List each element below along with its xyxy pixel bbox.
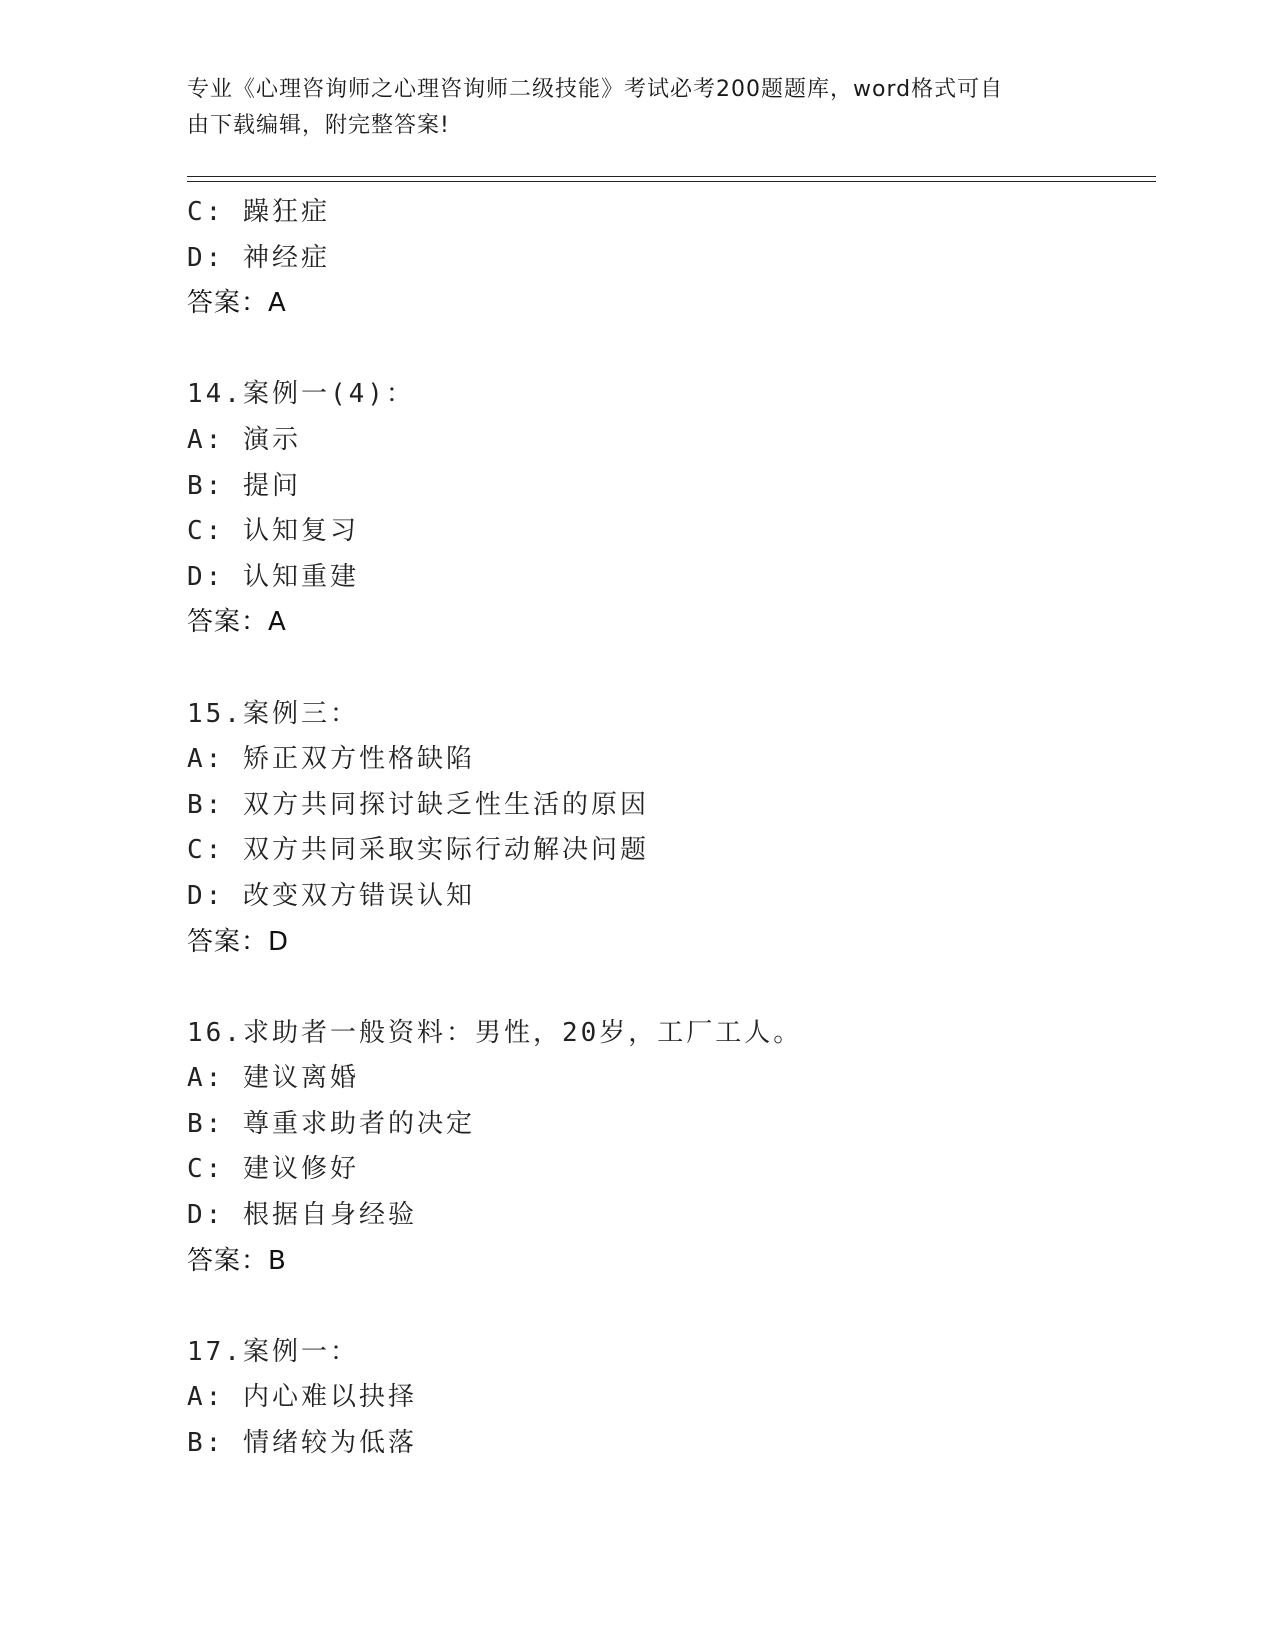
option-c: C: 认知复习 bbox=[187, 516, 359, 547]
spacer bbox=[187, 1284, 1147, 1330]
document-header bbox=[187, 72, 1067, 144]
header-line-2: 由下载编辑，附完整答案! bbox=[187, 113, 450, 138]
header-line-1: 专业《心理咨询师之心理咨询师二级技能》考试必考200题题库，word格式可自 bbox=[187, 77, 1004, 102]
spacer bbox=[187, 965, 1147, 1011]
option-d: D: 认知重建 bbox=[187, 561, 359, 592]
answer-line: 答案：A bbox=[187, 607, 287, 638]
option-d: D: 根据自身经验 bbox=[187, 1200, 417, 1231]
header-rule-bottom bbox=[187, 181, 1156, 182]
option-c: C: 躁狂症 bbox=[187, 197, 330, 227]
question-stem: 15.案例三： bbox=[187, 698, 359, 729]
answer-line: 答案：B bbox=[187, 1245, 287, 1276]
option-a: A: 建议离婚 bbox=[187, 1063, 359, 1094]
spacer bbox=[187, 327, 1147, 373]
option-d: D: 神经症 bbox=[187, 242, 330, 273]
option-b: B: 提问 bbox=[187, 470, 301, 501]
option-b: B: 尊重求助者的决定 bbox=[187, 1108, 475, 1139]
spacer bbox=[187, 646, 1147, 692]
question-stem: 14.案例一(4)： bbox=[187, 379, 415, 410]
option-a: A: 矫正双方性格缺陷 bbox=[187, 744, 475, 775]
answer-line: 答案：A bbox=[187, 288, 287, 319]
option-a: A: 内心难以抉择 bbox=[187, 1382, 417, 1413]
option-b: B: 情绪较为低落 bbox=[187, 1428, 417, 1459]
answer-line: 答案：D bbox=[187, 926, 290, 957]
question-list bbox=[187, 190, 1147, 1467]
header-rule-top bbox=[187, 176, 1156, 177]
question-stem: 16.求助者一般资料：男性，20岁，工厂工人。 bbox=[187, 1017, 803, 1048]
option-c: C: 双方共同采取实际行动解决问题 bbox=[187, 835, 649, 866]
option-b: B: 双方共同探讨缺乏性生活的原因 bbox=[187, 789, 649, 820]
option-d: D: 改变双方错误认知 bbox=[187, 880, 475, 911]
question-stem: 17.案例一： bbox=[187, 1336, 359, 1367]
option-a: A: 演示 bbox=[187, 424, 301, 455]
option-c: C: 建议修好 bbox=[187, 1154, 359, 1185]
